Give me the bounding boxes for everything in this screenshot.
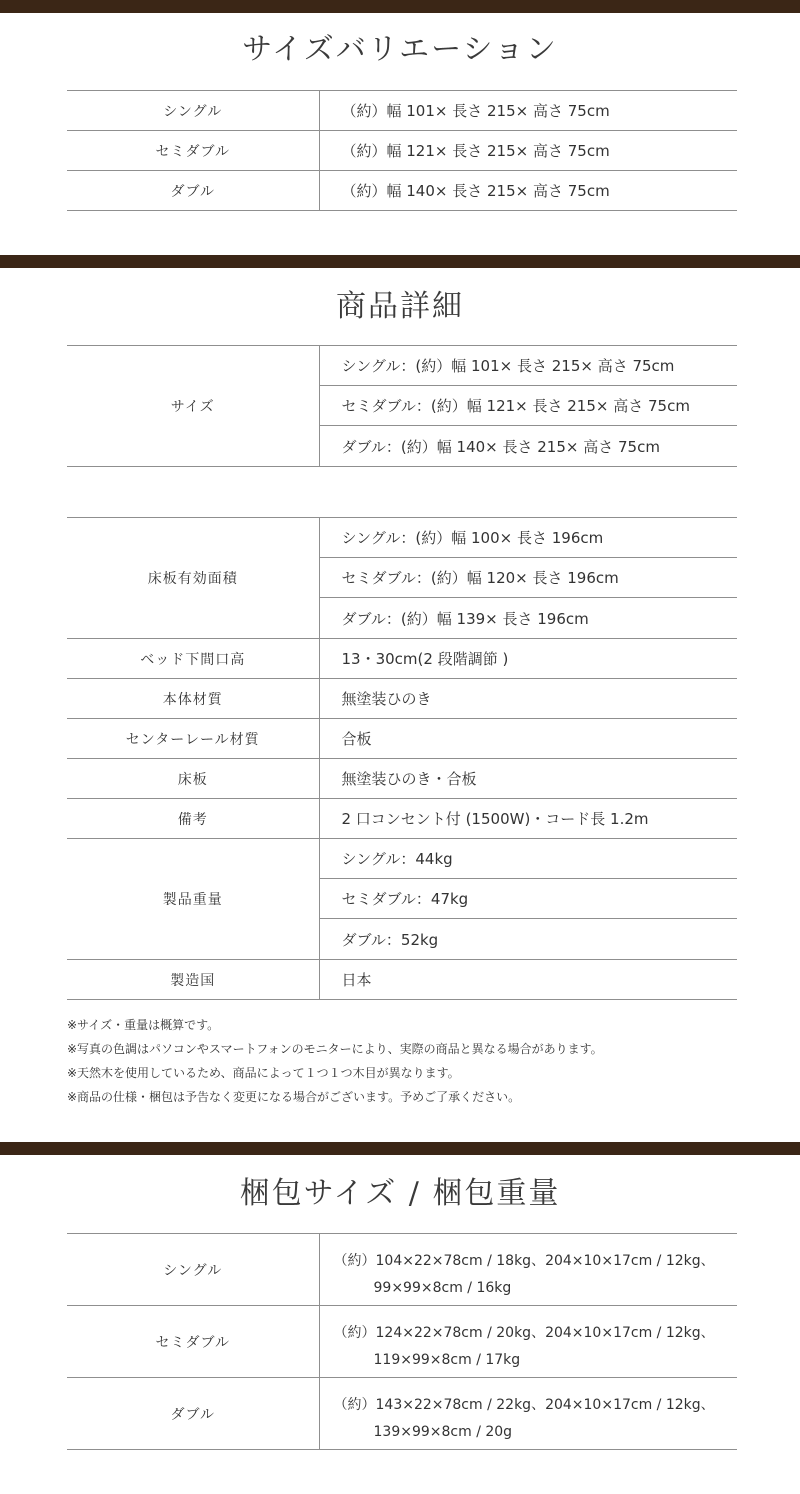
center-rail-value: 合板	[319, 719, 737, 759]
body-material-value: 無塗装ひのき	[319, 679, 737, 719]
table-row	[67, 1306, 737, 1378]
weight-label: 製品重量	[67, 839, 319, 960]
table-row	[67, 171, 737, 211]
weight-single: シングル：44kg	[320, 839, 738, 879]
prefix: （約）	[333, 1253, 376, 1269]
pack-line	[334, 1392, 738, 1419]
floor-area-double: ダブル：(約）幅 139× 長さ 196cm	[341, 609, 589, 628]
row-label: ダブル	[67, 171, 319, 211]
table-row	[67, 1378, 737, 1450]
details-title: 商品詳細	[336, 289, 464, 324]
row-label: ダブル	[67, 1378, 319, 1450]
pack-line1: 104×22×78cm / 18kg、204×10×17cm / 12kg、	[375, 1253, 715, 1269]
table-row	[67, 1234, 737, 1306]
table-row	[67, 346, 737, 467]
note-line: ※商品の仕様・梱包は予告なく変更になる場合がございます。予めご了承ください。	[67, 1090, 521, 1104]
row-value: （約）幅 121× 長さ 215× 高さ 75cm	[319, 131, 737, 171]
size-variation-title: サイズバリエーション	[242, 32, 558, 67]
pack-line	[334, 1248, 738, 1275]
row-label: セミダブル	[67, 1306, 319, 1378]
remarks-value: 2 口コンセント付 (1500W)・コード長 1.2m	[319, 799, 737, 839]
pack-line1: 124×22×78cm / 20kg、204×10×17cm / 12kg、	[375, 1325, 715, 1341]
pack-line2: 139×99×8cm / 20g	[373, 1424, 513, 1440]
row-label: セミダブル	[67, 131, 319, 171]
clearance-label: ベッド下間口高	[67, 639, 319, 679]
table-row	[67, 131, 737, 171]
row-value: （約）幅 140× 長さ 215× 高さ 75cm	[319, 171, 737, 211]
floor-area-semi-double: セミダブル：(約）幅 120× 長さ 196cm	[320, 558, 738, 598]
floorboard-label: 床板	[67, 759, 319, 799]
size-double: ダブル：(約）幅 140× 長さ 215× 高さ 75cm	[341, 437, 660, 456]
pack-line	[334, 1320, 738, 1347]
top-band	[0, 0, 800, 13]
floor-area-single: シングル：(約）幅 100× 長さ 196cm	[320, 518, 738, 558]
table-row	[67, 518, 737, 639]
packaging-table	[67, 1233, 737, 1450]
body-material-label: 本体材質	[67, 679, 319, 719]
pack-line1: 143×22×78cm / 22kg、204×10×17cm / 12kg、	[375, 1397, 715, 1413]
table-row	[67, 91, 737, 131]
row-value: （約）幅 101× 長さ 215× 高さ 75cm	[319, 91, 737, 131]
section-band	[0, 255, 800, 268]
size-label: サイズ	[67, 346, 319, 467]
note-line: ※サイズ・重量は概算です。	[67, 1018, 220, 1032]
note-line: ※天然木を使用しているため、商品によって１つ１つ木目が異なります。	[67, 1066, 460, 1080]
details-size-table	[67, 345, 737, 467]
clearance-value: 13・30cm(2 段階調節 )	[319, 639, 737, 679]
origin-value: 日本	[319, 960, 737, 1000]
row-label: シングル	[67, 1234, 319, 1306]
remarks-label: 備考	[67, 799, 319, 839]
row-label: シングル	[67, 91, 319, 131]
floorboard-value: 無塗装ひのき・合板	[319, 759, 737, 799]
section-band	[0, 1142, 800, 1155]
table-row	[67, 679, 737, 719]
table-row	[67, 960, 737, 1000]
packaging-title: 梱包サイズ / 梱包重量	[239, 1176, 561, 1211]
weight-double: ダブル：52kg	[341, 930, 439, 949]
details-spec-table	[67, 517, 737, 1000]
center-rail-label: センターレール材質	[67, 719, 319, 759]
table-row	[67, 719, 737, 759]
prefix: （約）	[333, 1397, 376, 1413]
pack-line2: 119×99×8cm / 17kg	[373, 1352, 521, 1368]
size-semi-double: セミダブル：(約）幅 121× 長さ 215× 高さ 75cm	[320, 386, 738, 426]
floor-area-label: 床板有効面積	[67, 518, 319, 639]
prefix: （約）	[333, 1325, 376, 1341]
table-row	[67, 839, 737, 960]
table-row	[67, 639, 737, 679]
size-single: シングル：(約）幅 101× 長さ 215× 高さ 75cm	[320, 346, 738, 386]
pack-line2: 99×99×8cm / 16kg	[373, 1280, 512, 1296]
weight-semi-double: セミダブル：47kg	[320, 879, 738, 919]
note-line: ※写真の色調はパソコンやスマートフォンのモニターにより、実際の商品と異なる場合があります。	[67, 1042, 603, 1056]
origin-label: 製造国	[67, 960, 319, 1000]
table-row	[67, 799, 737, 839]
size-variation-table	[67, 90, 737, 211]
notes	[67, 1013, 603, 1109]
table-row	[67, 759, 737, 799]
